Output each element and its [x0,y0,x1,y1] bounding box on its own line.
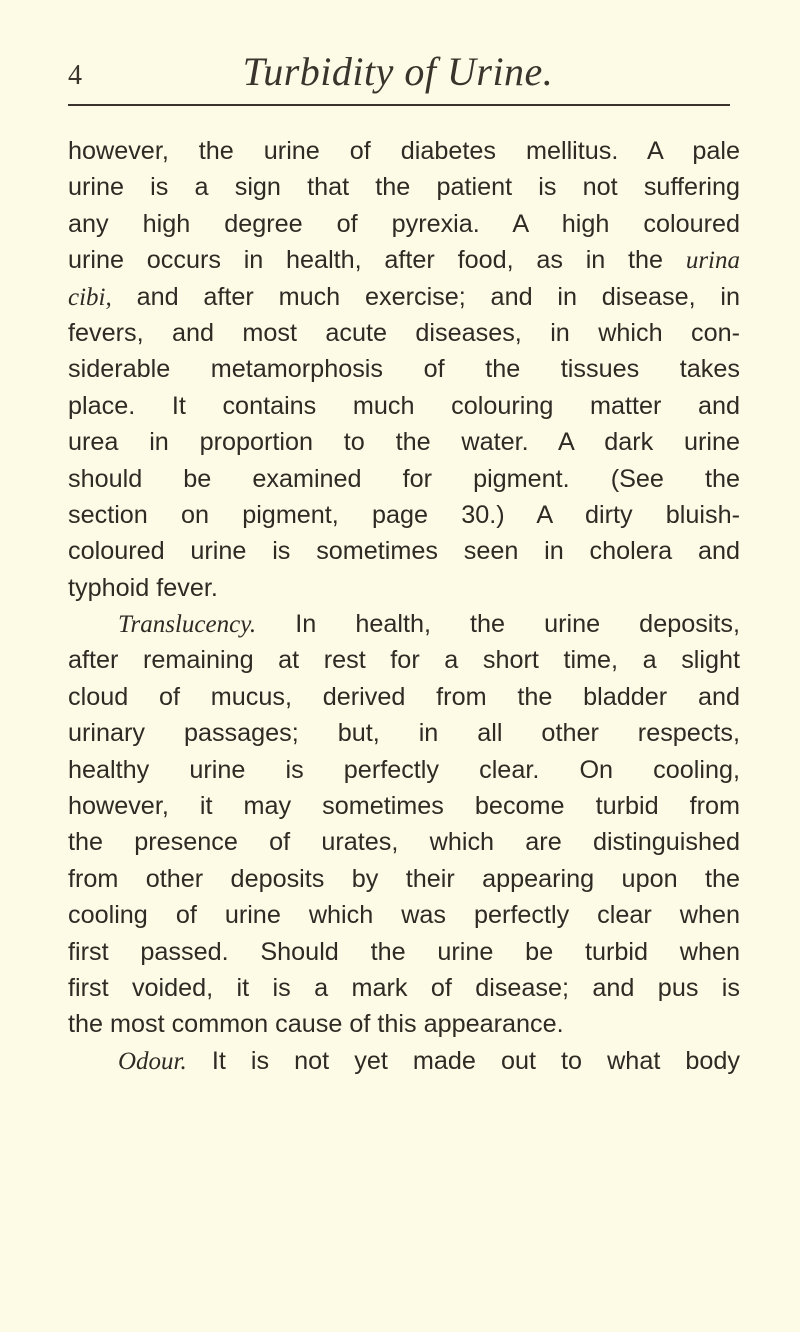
running-title: Turbidity of Urine. [242,49,554,94]
text-line: first voided, it is a mark of disease; and pus is [68,973,740,1002]
page-header [68,42,728,102]
text-line: urinary passages; but, in all other respects, [68,719,740,748]
text-line: urea in proportion to the water. A dark urine [68,428,740,457]
text-line: section on pigment, page 30.) A dirty bluish- [68,500,740,529]
section-heading-odour: Odour. [118,1047,187,1075]
text-line: the most common cause of this appearance. [68,1010,564,1039]
text-line: coloured urine is sometimes seen in cholera and [68,537,740,566]
text-line: urine occurs in health, after food, as in the urina [68,246,740,275]
text-line: from other deposits by their appearing upon the [68,864,740,893]
text-line: healthy urine is perfectly clear. On cooling, [68,755,740,784]
text-line: however, the urine of diabetes mellitus. A pale [68,137,740,165]
text-line: urine is a sign that the patient is not suffering [68,173,740,202]
text-line: fevers, and most acute diseases, in which con- [68,318,740,347]
text-line: should be examined for pigment. (See the [68,464,740,493]
text-line: however, it may sometimes become turbid from [68,792,740,821]
text-line: typhoid fever. [68,573,218,602]
header-rule [68,104,730,106]
text-line: first passed. Should the urine be turbid when [68,937,740,966]
text-line: cooling of urine which was perfectly clear when [68,901,740,930]
text-line: siderable metamorphosis of the tissues takes [68,355,740,384]
paragraph-start-translucency: Translucency. In health, the urine deposits, [118,610,740,639]
text-line: the presence of urates, which are distinguished [68,828,740,857]
text-line: place. It contains much colouring matter and [68,391,740,420]
italic-term: cibi, [68,283,112,311]
italic-term: urina [685,247,740,275]
text-line: any high degree of pyrexia. A high coloured [68,209,740,238]
page-number: 4 [68,60,82,91]
paragraph-start-odour: Odour. It is not yet made out to what body [118,1046,741,1075]
section-heading-translucency: Translucency. [118,611,257,639]
body-text [68,133,740,1079]
text-line: cibi, and after much exercise; and in disease, in [68,282,741,311]
text-line: after remaining at rest for a short time, a slight [68,646,740,675]
text-line: cloud of mucus, derived from the bladder and [68,682,740,711]
